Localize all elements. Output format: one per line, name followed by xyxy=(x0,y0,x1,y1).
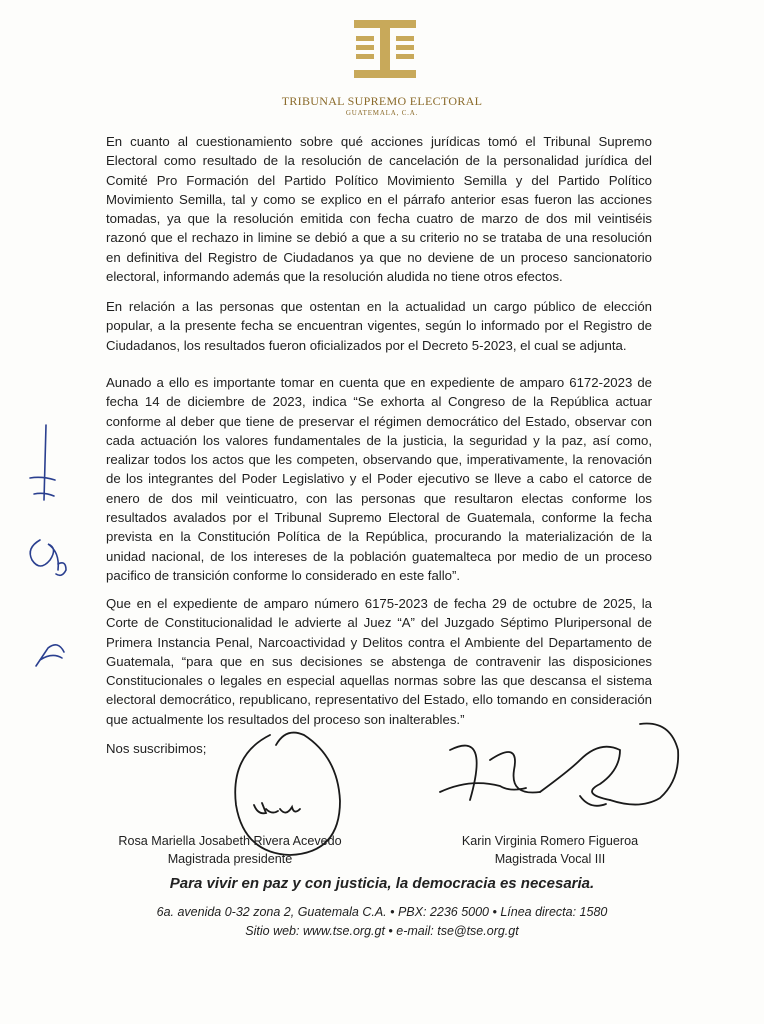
body-paragraph-3: Aunado a ello es importante tomar en cuenta que en expediente de amparo 6172-2023 de fecha 14 de diciembre de 2023, indica “Se exhorta al Congreso de la República actuar conforme al deber que tiene de preservar el régimen democrático del Estado, observar con cada actuación los valores fundamentales de la justicia, la seguridad y la paz, así como, realizar todos los actos que les competen, observando que, imperativamente, la renovación de los integrantes del Poder Legislativo y el Poder ejecutivo se lleve a cabo el catorce de enero de dos mil veinticuatro, con las personas que resultaron electas conforme los resultados avalados por el Tribunal Supremo Electoral de Guatemala, conforme la fecha prevista en la Constitución Política de la República, procurando la materialización de la unidad nacional, de los intereses de la población guatemalteca por medio de un proceso pacifico de transición conforme lo considerado en este fallo”. xyxy=(106,375,652,583)
body-paragraph-1: En cuanto al cuestionamiento sobre qué acciones jurídicas tomó el Tribunal Supremo Electoral como resultado de la resolución de cancelación de la personalidad jurídica del Comité Pro Formación del Partido Político Movimiento Semilla y del Partido Político Movimiento Semilla, tal y como se explico en el párrafo anterior esas fueron las acciones tomadas, ya que la resolución emitida con fecha cuatro de marzo de dos mil veintiséis razonó que el rechazo in limine se debió a que a su criterio no se trataba de una resolución en definitiva del Registro de Ciudadanos ya que no deviene de un proceso sancionatorio electoral, informando además que la resolución aludida no tiene otros efectos. xyxy=(106,134,652,285)
footer-slogan: Para vivir en paz y con justicia, la democracia es necesaria. xyxy=(169,875,595,892)
footer-address: 6a. avenida 0-32 zona 2, Guatemala C.A. • PBX: 2236 5000 • Línea directa: 1580 xyxy=(156,905,608,919)
body-paragraph-4: Que en el expediente de amparo número 6175-2023 de fecha 29 de octubre de 2025, la Corte de Constitucionalidad le advierte al Juez “A” del Juzgado Séptimo Pluripersonal de Primera Instancia Penal, Narcoactividad y Delitos contra el Ambiente del Departamento de Guatemala, “para que en sus decisiones se abstenga de contravenir las disposiciones Constitucionales o legales en especial aquellas normas sobre las que descansa el sistema electoral democrático, republicano, representativo del Estado, ello tomando en consideración que actualmente los resultados del proceso son inalterables.” xyxy=(106,596,652,727)
signer-title-right: Magistrada Vocal III xyxy=(494,852,606,866)
closing-line: Nos suscribimos; xyxy=(106,741,207,756)
institution-city: GUATEMALA, C.A. xyxy=(345,109,419,117)
footer-contact xyxy=(0,903,764,941)
signer-name-right: Karin Virginia Romero Figueroa xyxy=(461,834,639,848)
body-paragraph-2: En relación a las personas que ostentan en la actualidad un cargo público de elección popular, a la presente fecha se encuentran vigentes, según lo informado por el Registro de Ciudadanos, los resultados fueron oficializados por el Decreto 5-2023, el cual se adjunta. xyxy=(106,299,652,353)
institution-name: TRIBUNAL SUPREMO ELECTORAL xyxy=(281,94,483,108)
tse-logo-icon xyxy=(350,18,420,80)
signer-name-left: Rosa Mariella Josabeth Rivera Acevedo xyxy=(118,834,342,848)
signer-title-left: Magistrada presidente xyxy=(167,852,293,866)
footer-web: Sitio web: www.tse.org.gt • e-mail: tse@tse.org.gt xyxy=(245,924,519,938)
signature-block-left xyxy=(80,832,380,868)
signature-block-right xyxy=(420,832,680,868)
